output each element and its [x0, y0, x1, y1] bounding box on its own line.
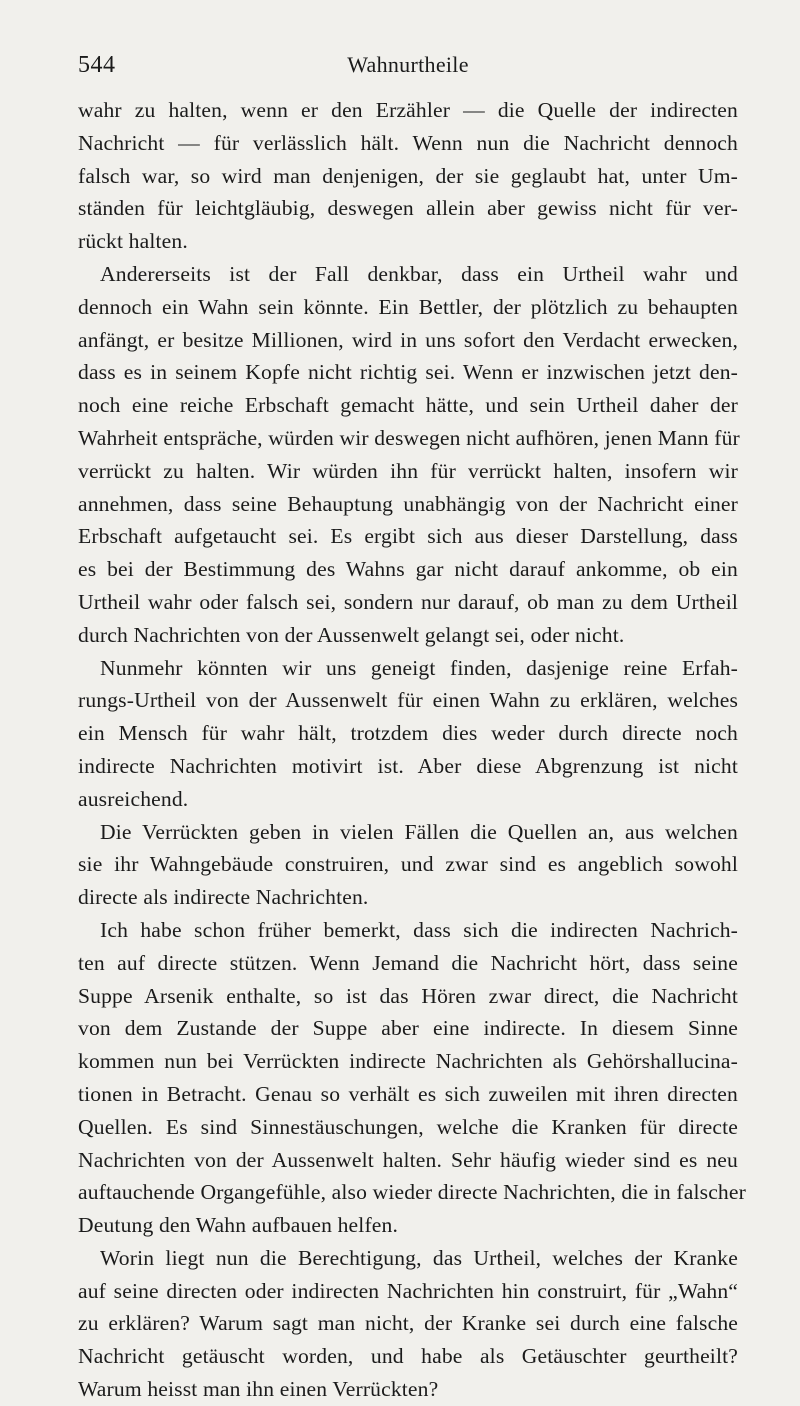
- running-head: [78, 52, 738, 86]
- text-line: dass es in seinem Kopfe nicht richtig sei. Wenn er inzwischen jetzt den-: [78, 360, 738, 385]
- text-line: indirecte Nachrichten motivirt ist. Aber diese Abgrenzung ist nicht: [78, 753, 738, 778]
- text-line: falsch war, so wird man denjenigen, der sie geglaubt hat, unter Um-: [78, 163, 738, 188]
- text-line: Worin liegt nun die Berechtigung, das Urtheil, welches der Kranke: [100, 1245, 738, 1270]
- text-line: Die Verrückten geben in vielen Fällen die Quellen an, aus welchen: [100, 819, 738, 844]
- text-line: Nachricht getäuscht worden, und habe als Getäuschter geurtheilt?: [78, 1344, 738, 1369]
- running-title: Wahnurtheile: [347, 52, 469, 77]
- text-line: anfängt, er besitze Millionen, wird in uns sofort den Verdacht erwecken,: [78, 327, 738, 352]
- text-line: Urtheil wahr oder falsch sei, sondern nur darauf, ob man zu dem Urtheil: [78, 589, 738, 614]
- page-number: 544: [78, 52, 116, 78]
- text-line: dennoch ein Wahn sein könnte. Ein Bettler, der plötzlich zu behaupten: [78, 294, 738, 319]
- body-text: [78, 94, 746, 1406]
- text-line: von dem Zustande der Suppe aber eine indirecte. In diesem Sinne: [78, 1016, 738, 1041]
- text-line: Nachrichten von der Aussenwelt halten. Sehr häufig wieder sind es neu: [78, 1147, 738, 1172]
- text-line: Erbschaft aufgetaucht sei. Es ergibt sich aus dieser Darstellung, dass: [78, 524, 738, 549]
- text-line: ausreichend.: [78, 786, 189, 811]
- text-line: annehmen, dass seine Behauptung unabhängig von der Nachricht einer: [78, 491, 738, 516]
- text-line: Deutung den Wahn aufbauen helfen.: [78, 1213, 399, 1238]
- text-line: es bei der Bestimmung des Wahns gar nicht darauf ankomme, ob ein: [78, 557, 738, 582]
- text-line: wahr zu halten, wenn er den Erzähler — die Quelle der indirecten: [78, 98, 738, 122]
- text-line: noch eine reiche Erbschaft gemacht hätte, und sein Urtheil daher der: [78, 393, 738, 418]
- text-line: rungs-Urtheil von der Aussenwelt für einen Wahn zu erklären, welches: [78, 688, 738, 713]
- text-line: ständen für leichtgläubig, deswegen allein aber gewiss nicht für ver-: [78, 196, 738, 221]
- text-line: ein Mensch für wahr hält, trotzdem dies weder durch directe noch: [78, 721, 738, 746]
- text-line: Warum heisst man ihn einen Verrückten?: [78, 1377, 439, 1402]
- text-line: Suppe Arsenik enthalte, so ist das Hören zwar direct, die Nachricht: [78, 983, 738, 1008]
- text-line: Andererseits ist der Fall denkbar, dass ein Urtheil wahr und: [100, 261, 738, 286]
- text-line: zu erklären? Warum sagt man nicht, der Kranke sei durch eine falsche: [78, 1311, 738, 1336]
- text-line: directe als indirecte Nachrichten.: [78, 885, 369, 910]
- text-line: verrückt zu halten. Wir würden ihn für verrückt halten, insofern wir: [78, 458, 738, 483]
- text-line: sie ihr Wahngebäude construiren, und zwar sind es angeblich sowohl: [78, 852, 738, 877]
- text-line: durch Nachrichten von der Aussenwelt gelangt sei, oder nicht.: [78, 622, 625, 647]
- text-line: auftauchende Organgefühle, also wieder directe Nachrichten, die in falscher: [78, 1180, 746, 1205]
- text-line: Wahrheit entspräche, würden wir deswegen nicht aufhören, jenen Mann für: [78, 425, 740, 450]
- text-line: tionen in Betracht. Genau so verhält es sich zuweilen mit ihren directen: [78, 1081, 738, 1106]
- text-line: Nachricht — für verlässlich hält. Wenn nun die Nachricht dennoch: [78, 130, 738, 155]
- text-line: rückt halten.: [78, 229, 188, 254]
- book-page: [78, 52, 746, 1406]
- text-line: Ich habe schon früher bemerkt, dass sich die indirecten Nachrich-: [100, 917, 738, 942]
- text-line: auf seine directen oder indirecten Nachrichten hin construirt, für „Wahn“: [78, 1278, 738, 1303]
- text-line: Quellen. Es sind Sinnestäuschungen, welche die Kranken für directe: [78, 1114, 738, 1139]
- text-line: ten auf directe stützen. Wenn Jemand die Nachricht hört, dass seine: [78, 950, 738, 975]
- text-line: kommen nun bei Verrückten indirecte Nachrichten als Gehörshallucina-: [78, 1049, 738, 1074]
- text-line: Nunmehr könnten wir uns geneigt finden, dasjenige reine Erfah-: [100, 655, 738, 680]
